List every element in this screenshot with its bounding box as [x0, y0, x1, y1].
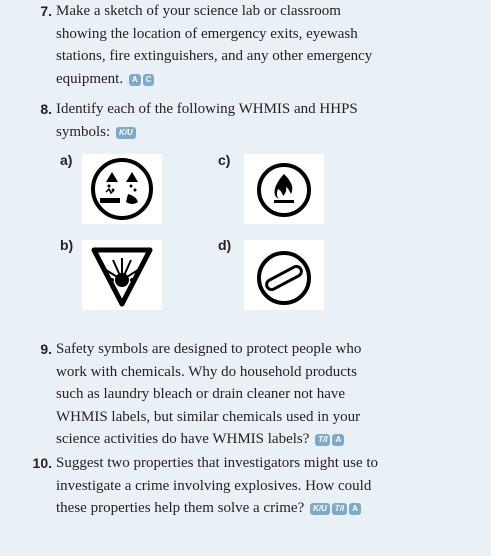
question-line-text: these properties help them solve a crime?	[56, 500, 305, 516]
part-label-c: c)	[218, 152, 231, 168]
question-8	[40, 98, 466, 143]
question-number: 10.	[32, 455, 52, 471]
question-number: 7.	[40, 3, 52, 19]
question-line: such as laundry bleach or drain cleaner not have	[56, 386, 346, 402]
part-label-d: d)	[218, 237, 232, 253]
question-10	[32, 452, 466, 520]
skill-tag-thinking: T/I	[315, 434, 330, 446]
question-line: stations, fire extinguishers, and any other emergency	[56, 48, 373, 64]
question-number: 9.	[40, 341, 52, 357]
question-9	[40, 338, 466, 451]
question-line-text: science activities do have WHMIS labels?	[56, 431, 310, 447]
skill-tag-thinking: T/I	[332, 503, 347, 515]
compressed-gas-icon	[244, 240, 324, 310]
question-line	[56, 428, 466, 451]
question-line: Suggest two properties that investigators might use to	[56, 455, 379, 471]
question-line: WHMIS labels, but similar chemicals used in your	[56, 408, 361, 425]
question-line: showing the location of emergency exits, eyewash	[56, 25, 358, 42]
skill-tag-knowledge: K/U	[116, 127, 136, 139]
part-label-a: a)	[60, 152, 73, 168]
skill-tag-communication: C	[143, 74, 155, 86]
skill-tag-application: A	[129, 74, 141, 86]
question-line-text: equipment.	[56, 70, 124, 87]
skill-tag-application: A	[349, 503, 361, 515]
question-line: Make a sketch of your science lab or classroom	[56, 3, 341, 19]
skill-tag-knowledge: K/U	[310, 503, 330, 515]
skill-tag-application: A	[332, 434, 344, 446]
question-line: Safety symbols are designed to protect people who	[56, 341, 362, 357]
question-line	[56, 497, 466, 520]
question-line-text: symbols:	[56, 123, 111, 140]
flammable-icon	[244, 154, 324, 224]
question-line: work with chemicals. Why do household products	[56, 363, 357, 380]
part-label-b: b)	[60, 237, 74, 253]
question-number: 8.	[40, 101, 52, 117]
question-line	[56, 121, 466, 144]
question-line: Identify each of the following WHMIS and HHPS	[56, 101, 358, 117]
corrosive-icon	[82, 154, 162, 224]
question-7	[40, 0, 466, 90]
question-line: investigate a crime involving explosives. How could	[56, 477, 372, 494]
question-line	[56, 68, 466, 91]
explosive-icon	[82, 240, 162, 310]
